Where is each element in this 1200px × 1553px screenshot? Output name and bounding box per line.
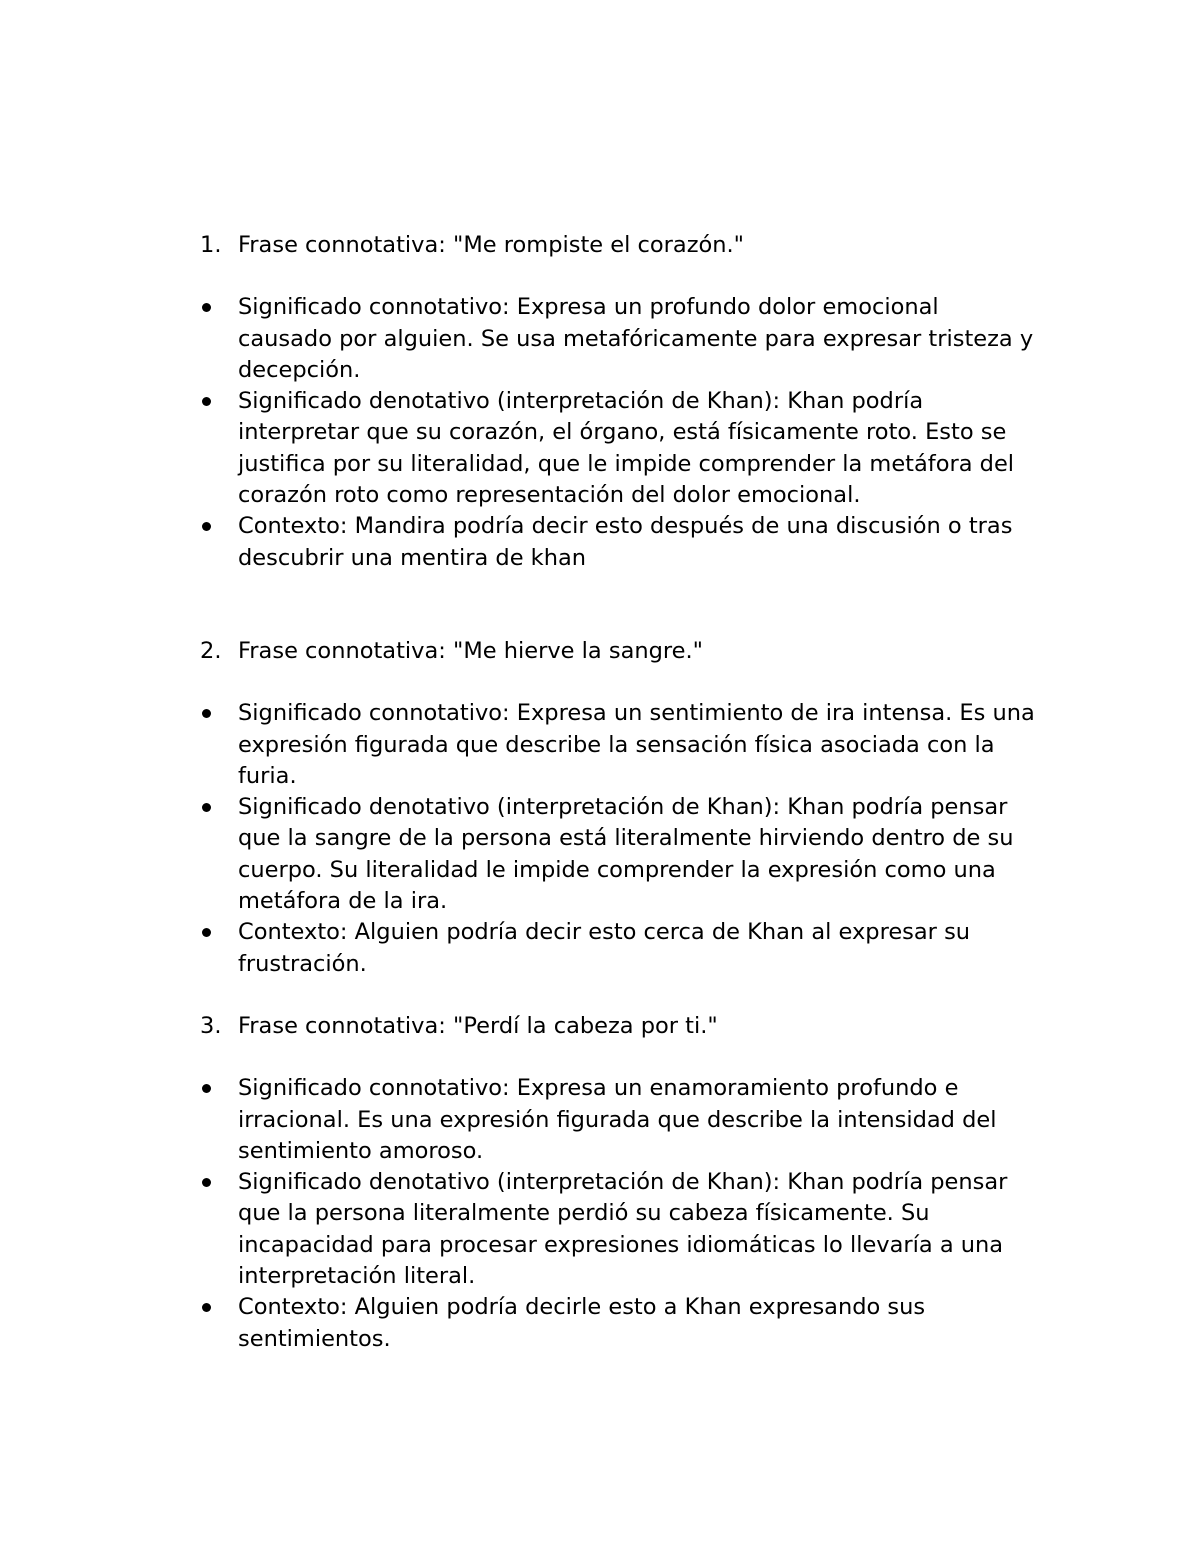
section-2 xyxy=(200,636,1060,980)
bullet-list xyxy=(200,698,1060,980)
list-item-text: Contexto: Mandira podría decir esto después de una discusión o tras descubrir una mentira de khan xyxy=(238,513,1013,571)
bullet-dot-icon xyxy=(202,303,211,312)
bullet-dot-icon xyxy=(202,928,211,937)
section-heading-text: Frase connotativa: "Perdí la cabeza por ti." xyxy=(238,1012,718,1039)
section-1 xyxy=(200,230,1060,574)
bullet-dot-icon xyxy=(202,1084,211,1093)
list-item xyxy=(200,292,1038,386)
list-item xyxy=(200,792,1038,917)
list-item-text: Significado denotativo (interpretación de Khan): Khan podría interpretar que su corazón, el órgano, está físicamente roto. Esto se justifica por su literalidad, que le impide comprender la metáfora del corazón roto como representación del dolor emocional. xyxy=(238,388,1015,509)
list-item-text: Significado denotativo (interpretación de Khan): Khan podría pensar que la persona literalmente perdió su cabeza físicamente. Su incapacidad para procesar expresiones idiomáticas lo llevaría a una interpretación literal. xyxy=(238,1169,1008,1290)
bullet-list xyxy=(200,1073,1060,1355)
section-heading xyxy=(200,1011,1060,1042)
bullet-dot-icon xyxy=(202,803,211,812)
bullet-dot-icon xyxy=(202,397,211,406)
section-heading xyxy=(200,636,1060,667)
list-item xyxy=(200,917,1038,980)
list-item xyxy=(200,511,1038,574)
list-item-text: Significado connotativo: Expresa un sentimiento de ira intensa. Es una expresión figurada que describe la sensación física asociada con la furia. xyxy=(238,700,1035,789)
list-item xyxy=(200,1292,1038,1355)
list-item-text: Contexto: Alguien podría decir esto cerca de Khan al expresar su frustración. xyxy=(238,919,971,977)
list-item xyxy=(200,1073,1038,1167)
bullet-list xyxy=(200,292,1060,574)
bullet-dot-icon xyxy=(202,1303,211,1312)
document-body xyxy=(200,230,1060,1355)
list-item-text: Significado connotativo: Expresa un profundo dolor emocional causado por alguien. Se usa metafóricamente para expresar tristeza y decepción. xyxy=(238,294,1034,383)
section-number: 1. xyxy=(200,232,222,258)
section-heading-text: Frase connotativa: "Me hierve la sangre." xyxy=(238,637,704,664)
list-item xyxy=(200,698,1038,792)
section-number: 3. xyxy=(200,1012,222,1039)
section-number: 2. xyxy=(200,637,222,664)
bullet-dot-icon xyxy=(202,1178,211,1187)
list-item-text: Significado denotativo (interpretación de Khan): Khan podría pensar que la sangre de la persona está literalmente hirviendo dentro de su cuerpo. Su literalidad le impide comprender la expresión como una metáfora de la ira. xyxy=(238,794,1014,915)
list-item xyxy=(200,386,1038,511)
section-heading-text: Frase connotativa: "Me rompiste el corazón." xyxy=(238,232,745,258)
list-item-text: Significado connotativo: Expresa un enamoramiento profundo e irracional. Es una expresión figurada que describe la intensidad del sentimiento amoroso. xyxy=(238,1075,997,1164)
bullet-dot-icon xyxy=(202,522,211,531)
list-item-text: Contexto: Alguien podría decirle esto a Khan expresando sus sentimientos. xyxy=(238,1294,926,1352)
section-heading xyxy=(200,230,1060,261)
list-item xyxy=(200,1167,1038,1292)
section-3 xyxy=(200,1011,1060,1355)
bullet-dot-icon xyxy=(202,709,211,718)
